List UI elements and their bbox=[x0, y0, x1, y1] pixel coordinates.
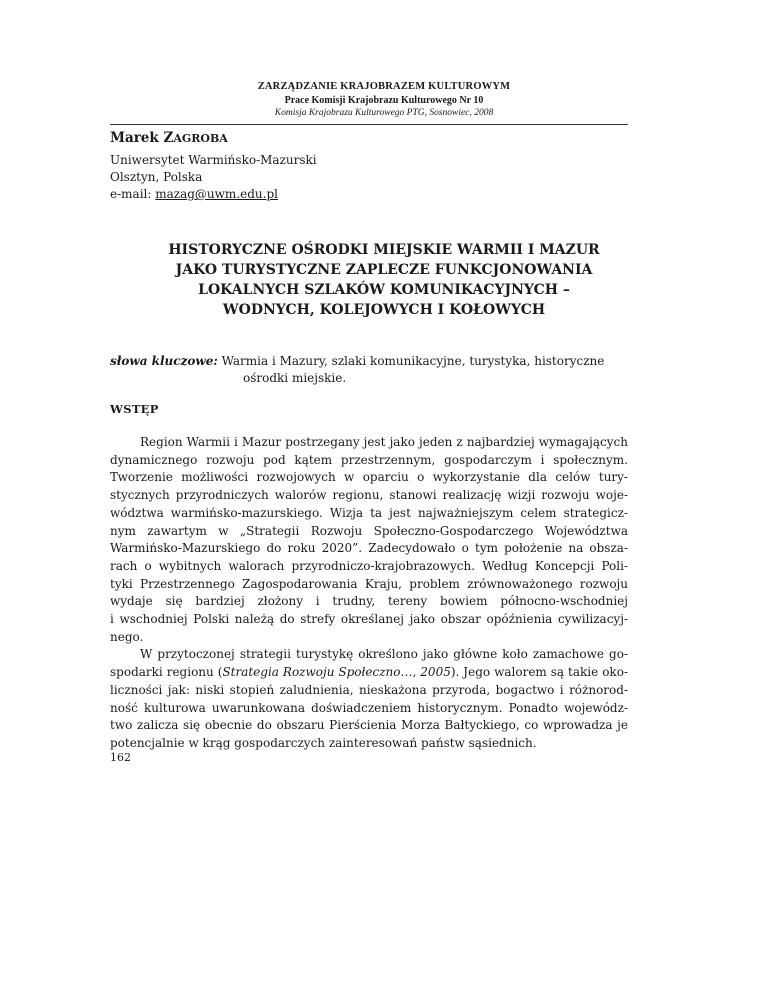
title-line: JAKO TURYSTYCZNE ZAPLECZE FUNKCJONOWANIA bbox=[175, 262, 593, 278]
header-rule bbox=[110, 124, 628, 125]
body-text bbox=[110, 434, 628, 753]
volume-title: Prace Komisji Krajobrazu Kulturowego Nr 10 bbox=[284, 95, 484, 106]
paragraph-line: potencjalnie w krąg gospodarczych zainteresowań państw sąsiednich. bbox=[110, 735, 537, 750]
series-title: ZARZĄDZANIE KRAJOBRAZEM KULTUROWYM bbox=[257, 81, 511, 92]
article-title bbox=[110, 240, 658, 320]
paragraph-line-with-citation bbox=[110, 664, 628, 682]
paragraph-line: liczności jak: niski stopień zaludnienia, nieskażona przyroda, bogactwo i różnorod- bbox=[110, 682, 628, 697]
citation-italic: Strategia Rozwoju Społeczno…, 2005 bbox=[222, 665, 451, 680]
paragraph-line: ność kulturowa uwarunkowana doświadczeniem historycznym. Ponadto wojewódz- bbox=[110, 700, 628, 715]
author-last-rest: AGROBA bbox=[173, 132, 228, 145]
keywords-text: Warmia i Mazury, szlaki komunikacyjne, turystyka, historyczne bbox=[217, 354, 605, 368]
author-last-initial: Z bbox=[163, 130, 174, 146]
citation-after: ). Jego walorem są takie oko- bbox=[450, 665, 628, 680]
citation-before: spodarki regionu ( bbox=[110, 665, 223, 680]
title-line: LOKALNYCH SZLAKÓW KOMUNIKACYJNYCH – bbox=[198, 282, 570, 298]
paragraph-line: tyki Przestrzennego Zagospodarowania Kraju, problem zrównoważonego rozwoju bbox=[110, 576, 628, 591]
paragraph-line: W przytoczonej strategii turystykę określono jako główne koło zamachowe go- bbox=[140, 647, 628, 662]
paragraph-line: dynamicznego rozwoju pod kątem przestrzennym, gospodarczym i społecznym. bbox=[110, 452, 628, 467]
paragraph-line: Region Warmii i Mazur postrzegany jest jako jeden z najbardziej wymagających bbox=[140, 435, 628, 449]
author-first-name: Marek bbox=[110, 130, 159, 146]
email-label: e-mail: bbox=[110, 187, 156, 201]
email-link[interactable]: mazag@uwm.edu.pl bbox=[155, 187, 278, 201]
paragraph-line: nym zawartym w „Strategii Rozwoju Społeczno-Gospodarczego Województwa bbox=[110, 523, 628, 538]
publisher-line: Komisja Krajobrazu Kulturowego PTG, Sosnowiec, 2008 bbox=[274, 108, 494, 118]
author-name bbox=[110, 129, 228, 148]
keywords-block bbox=[110, 353, 604, 387]
title-line: HISTORYCZNE OŚRODKI MIEJSKIE WARMII I MAZUR bbox=[168, 242, 600, 258]
keywords-line2: ośrodki miejskie. bbox=[243, 371, 347, 385]
paragraph-line: wództwa warmińsko-mazurskiego. Wizja ta jest najważniejszym celem strategicz- bbox=[110, 505, 628, 520]
section-heading: WSTĘP bbox=[110, 402, 159, 416]
title-line: WODNYCH, KOLEJOWYCH I KOŁOWYCH bbox=[222, 302, 546, 318]
affiliation-block bbox=[110, 152, 317, 203]
affiliation-institution: Uniwersytet Warmińsko-Mazurski bbox=[110, 153, 317, 167]
paragraph-line: Warmińsko-Mazurskiego do roku 2020”. Zadecydowało o tym położenie na obsza- bbox=[110, 541, 628, 556]
keywords-label: słowa kluczowe: bbox=[110, 354, 218, 368]
page-number: 162 bbox=[110, 751, 131, 764]
paragraph-line: stycznych przyrodniczych walorów regionu, stanowi realizację wizji rozwoju woje- bbox=[110, 488, 628, 503]
affiliation-location: Olsztyn, Polska bbox=[110, 170, 203, 184]
running-header bbox=[130, 80, 638, 120]
paragraph-line: wydaje się bardziej złożony i trudny, tereny bowiem północno-wschodniej bbox=[110, 594, 628, 609]
email-line bbox=[110, 186, 317, 203]
paragraph-line: rach o wybitnych walorach przyrodniczo-krajobrazowych. Według Koncepcji Poli- bbox=[110, 558, 628, 573]
paragraph-line: i wschodniej Polski należą do strefy określanej jako obszar opóźnienia cywilizacyj- bbox=[110, 612, 628, 627]
paragraph-line: Tworzenie możliwości rozwojowych w oparciu o wykorzystanie dla celów tury- bbox=[110, 470, 628, 485]
keywords-line1 bbox=[110, 353, 604, 370]
paragraph-line: nego. bbox=[110, 629, 144, 644]
author-last-name bbox=[163, 130, 227, 146]
paragraph-line: two zalicza się obecnie do obszaru Pierścienia Morza Bałtyckiego, co wprowadza je bbox=[110, 718, 628, 733]
